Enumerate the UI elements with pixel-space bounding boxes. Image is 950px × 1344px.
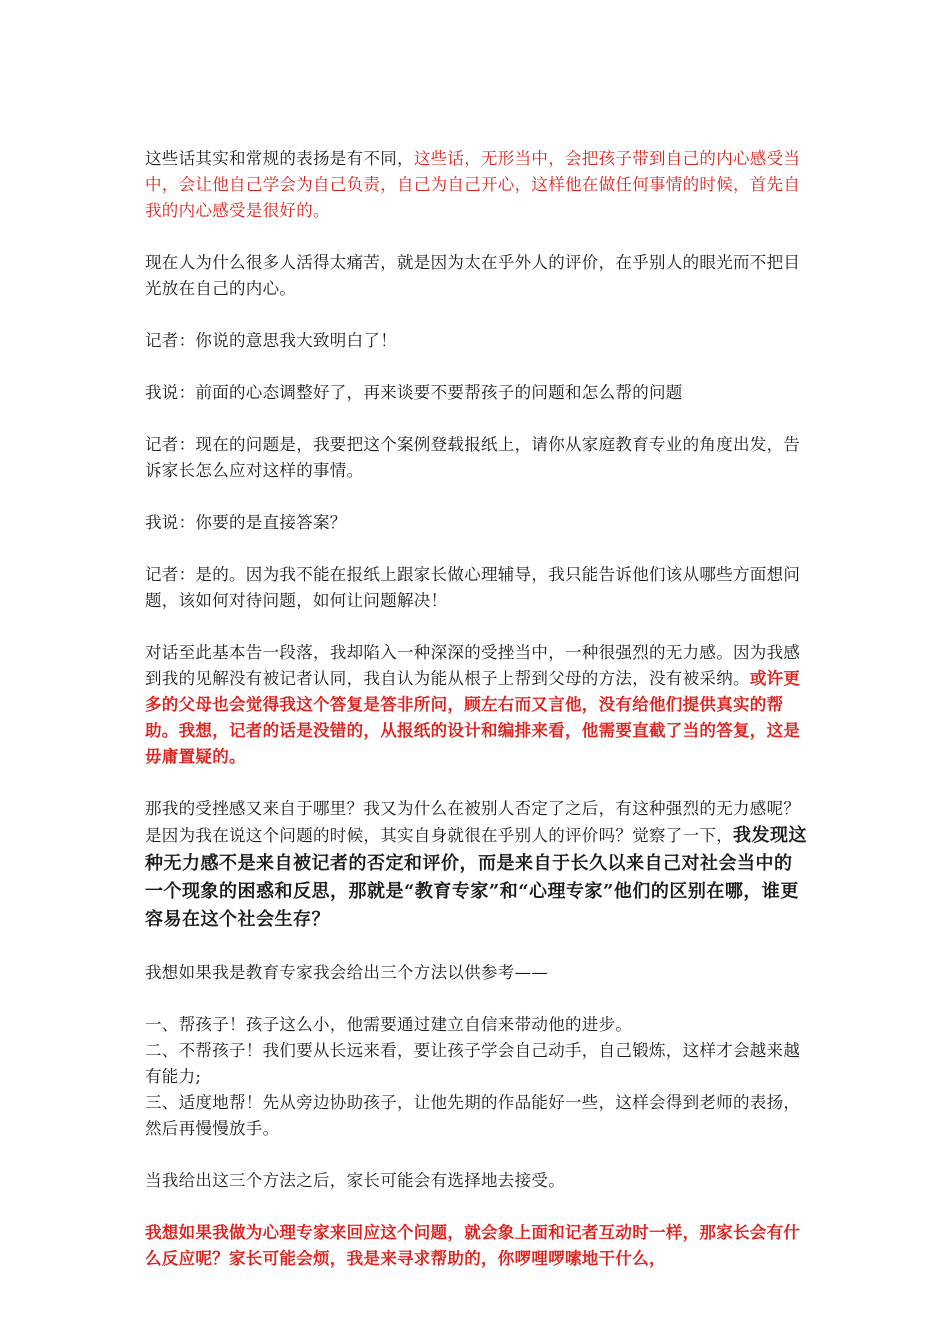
list-item: 二、不帮孩子！我们要从长远来看，要让孩子学会自己动手，自己锻炼，这样才会越来越有能力; [145,1041,801,1086]
document-body [145,146,810,1272]
paragraph-pain: 现在人为什么很多人活得太痛苦，就是因为太在乎外人的评价，在乎别人的眼光而不把目光放在自己的内心。 [145,253,801,298]
paragraph-psychology-expert: 我想如果我做为心理专家来回应这个问题，就会象上面和记者互动时一样，那家长会有什么反应呢？家长可能会烦，我是来寻求帮助的，你啰哩啰嗦地干什么， [145,1223,801,1268]
paragraph-praise [145,146,810,224]
paragraph-i-said-mindset: 我说：前面的心态调整好了，再来谈要不要帮孩子的问题和怎么帮的问题 [145,383,683,402]
paragraph-education-expert: 我想如果我是教育专家我会给出三个方法以供参考—— [145,963,549,982]
list-item: 一、帮孩子！孩子这么小，他需要通过建立自信来带动他的进步。 [145,1015,633,1034]
paragraph-i-said-direct-answer: 我说：你要的是直接答案？ [145,513,347,532]
paragraph-reporter-newspaper: 记者：现在的问题是，我要把这个案例登载报纸上，请你从家庭教育专业的角度出发，告诉家长怎么应对这样的事情。 [145,435,801,480]
text-highlight-bold: 我发现这种无力感不是来自被记者的否定和评价，而是来自于长久以来自己对社会当中的一个现象的困惑和反思，那就是“教育专家”和“心理专家”他们的区别在哪，谁更容易在这个社会生存？ [145,825,807,930]
text-normal: 这些话其实和常规的表扬是有不同， [145,149,414,168]
text-highlight-red-bold: 或许更多的父母也会觉得我这个答复是答非所问，顾左右而又言他，没有给他们提供真实的帮助。我想，记者的话是没错的，从报纸的设计和编排来看，他需要直截了当的答复，这是毋庸置疑的。 [145,669,801,766]
list-item: 三、适度地帮！先从旁边协助孩子，让他先期的作品能好一些，这样会得到老师的表扬，然后再慢慢放手。 [145,1093,801,1138]
text-highlight-red: 这些话，无形当中，会把孩子带到自己的内心感受当中，会让他自己学会为自己负责，自己为自己开心，这样他在做任何事情的时候，首先自我的内心感受是很好的。 [145,149,801,220]
paragraph-reporter-understood: 记者：你说的意思我大致明白了！ [145,331,397,350]
methods-list [145,1012,810,1142]
paragraph-frustration [145,640,810,770]
paragraph-parent-choice: 当我给出这三个方法之后，家长可能会有选择地去接受。 [145,1171,565,1190]
paragraph-reporter-yes: 记者：是的。因为我不能在报纸上跟家长做心理辅导，我只能告诉他们该从哪些方面想问题，该如何对待问题，如何让问题解决！ [145,565,801,610]
paragraph-reflection [145,796,810,934]
text-normal: 对话至此基本告一段落，我却陷入一种深深的受挫当中，一种很强烈的无力感。因为我感到我的见解没有被记者认同，我自认为能从根子上帮到父母的方法，没有被采纳。 [145,643,801,688]
text-normal: 那我的受挫感又来自于哪里？我又为什么在被别人否定了之后，有这种强烈的无力感呢？是因为我在说这个问题的时候，其实自身就很在乎别人的评价吗？觉察了一下， [145,799,801,845]
